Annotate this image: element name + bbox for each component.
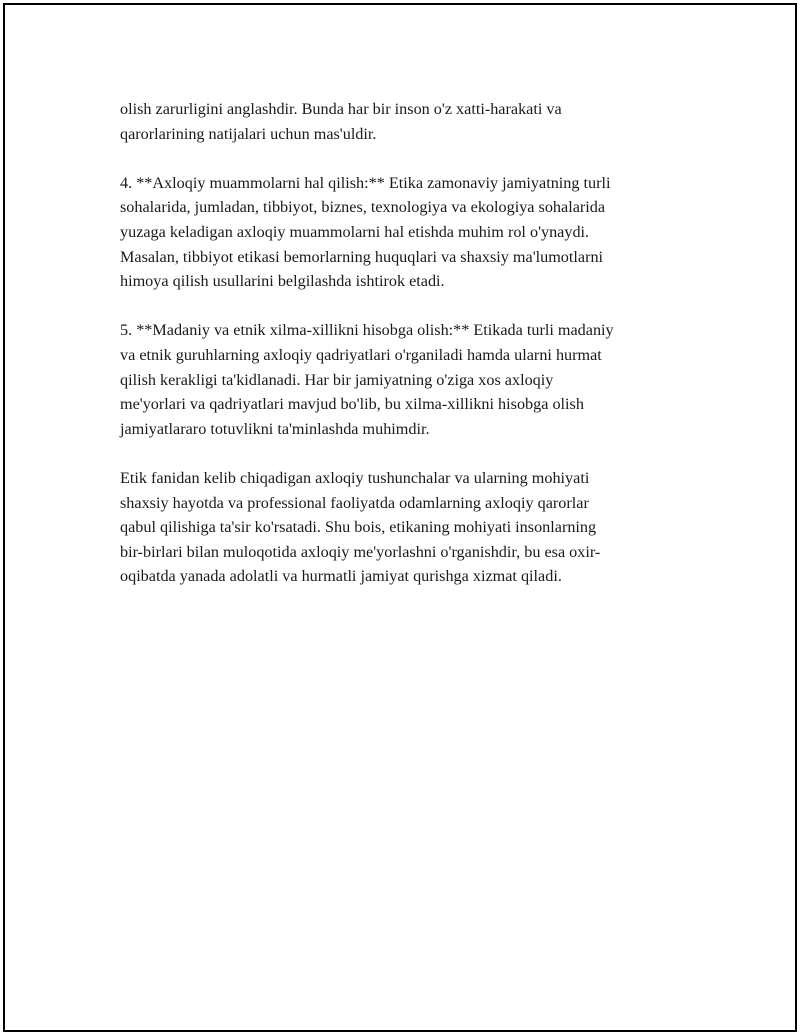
paragraph-continuation: olish zarurligini anglashdir. Bunda har bir inson o'z xatti-harakati va qarorlarining natijalari uchun mas'uldir. [120, 100, 562, 143]
paragraph-point-4: 4. **Axloqiy muammolarni hal qilish:** Etika zamonaviy jamiyatning turli sohalarida, jumladan, tibbiyot, biznes, texnologiya va ekologiya sohalarida yuzaga keladigan axloqiy muammolarni hal etishda muhim rol o'ynaydi. Masalan, tibbiyot etikasi bemorlarning huquqlari va shaxsiy ma'lumotlarni himoya qilish usullarini belgilashda ishtirok etadi. [120, 173, 611, 291]
paragraph-conclusion: Etik fanidan kelib chiqadigan axloqiy tushunchalar va ularning mohiyati shaxsiy hayotda va professional faoliyatda odamlarning axloqiy qarorlar qabul qilishiga ta'sir ko'rsatadi. Shu bois, etikaning mohiyati insonlarning bir-birlari bilan muloqotida axloqiy me'yorlashni o'rganishdir, bu esa oxir- oqibatda yanada adolatli va hurmatli jamiyat qurishga xizmat qiladi. [120, 468, 601, 586]
document-page [3, 3, 797, 1032]
page-body [120, 97, 690, 613]
paragraph-point-5: 5. **Madaniy va etnik xilma-xillikni hisobga olish:** Etikada turli madaniy va etnik guruhlarning axloqiy qadriyatlari o'rganiladi hamda ularni hurmat qilish kerakligi ta'kidlanadi. Har bir jamiyatning o'ziga xos axloqiy me'yorlari va qadriyatlari mavjud bo'lib, bu xilma-xillikni hisobga olish jamiyatlararo totuvlikni ta'minlashda muhimdir. [120, 321, 614, 438]
